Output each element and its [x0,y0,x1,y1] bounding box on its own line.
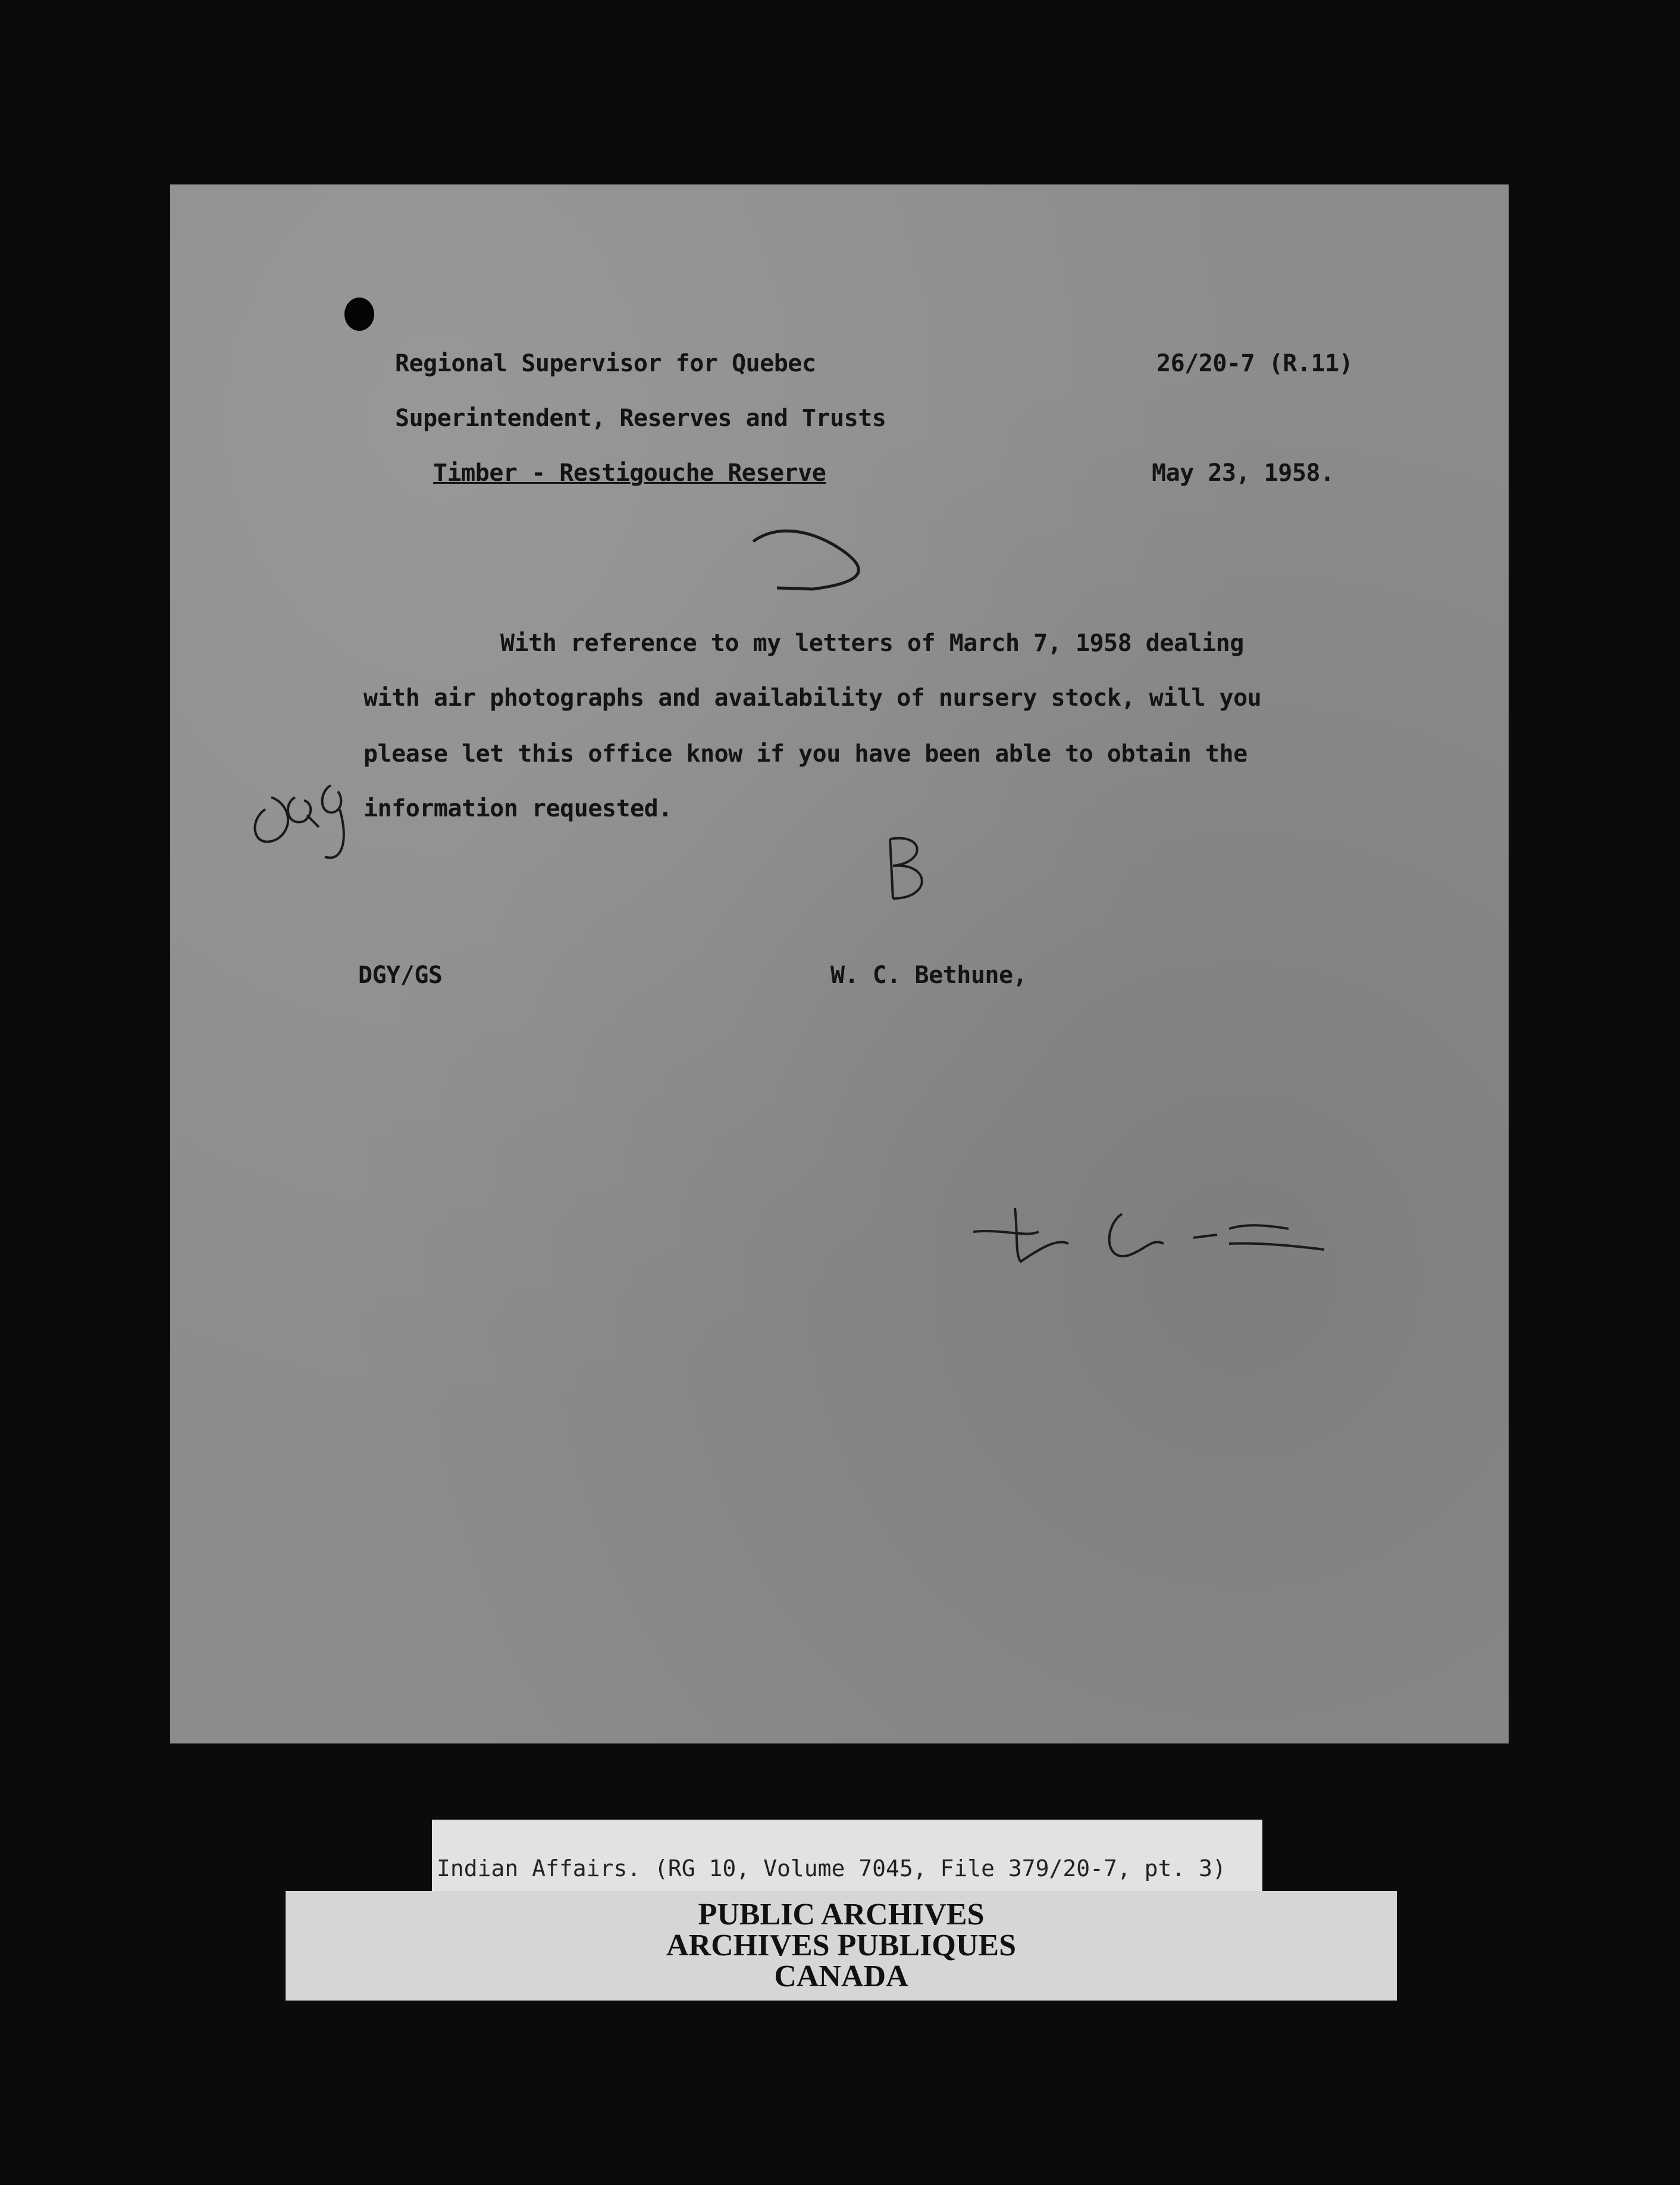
memo-page [170,184,1509,1743]
signatory-name: W. C. Bethune, [830,962,1027,989]
file-reference: 26/20-7 (R.11) [1156,350,1353,377]
body-line-2: with air photographs and availability of nursery stock, will you [363,684,1262,712]
memo-sender: Superintendent, Reserves and Trusts [395,405,886,432]
handwritten-initials [230,732,372,875]
body-line-1: With reference to my letters of March 7, 1958 dealing [500,630,1244,657]
body-line-4: information requested. [363,795,672,822]
stamp-line-1: PUBLIC ARCHIVES [698,1898,985,1932]
handwritten-signature [967,1172,1336,1279]
archive-citation: Indian Affairs. (RG 10, Volume 7045, File 379/20-7, pt. 3) [437,1855,1226,1882]
punch-hole [344,298,374,331]
reference-initials: DGY/GS [358,962,443,989]
body-line-3: please let this office know if you have been able to obtain the [363,740,1248,768]
archive-citation-label [432,1820,1262,1893]
handwritten-b-mark [872,827,944,910]
public-archives-stamp [286,1891,1397,2001]
memo-subject: Timber - Restigouche Reserve [433,459,826,487]
stamp-line-3: CANADA [774,1959,908,1993]
memo-recipient: Regional Supervisor for Quebec [395,350,816,377]
memo-date: May 23, 1958. [1152,459,1334,487]
handwritten-d-mark [741,518,896,601]
stamp-line-2: ARCHIVES PUBLIQUES [666,1929,1017,1962]
